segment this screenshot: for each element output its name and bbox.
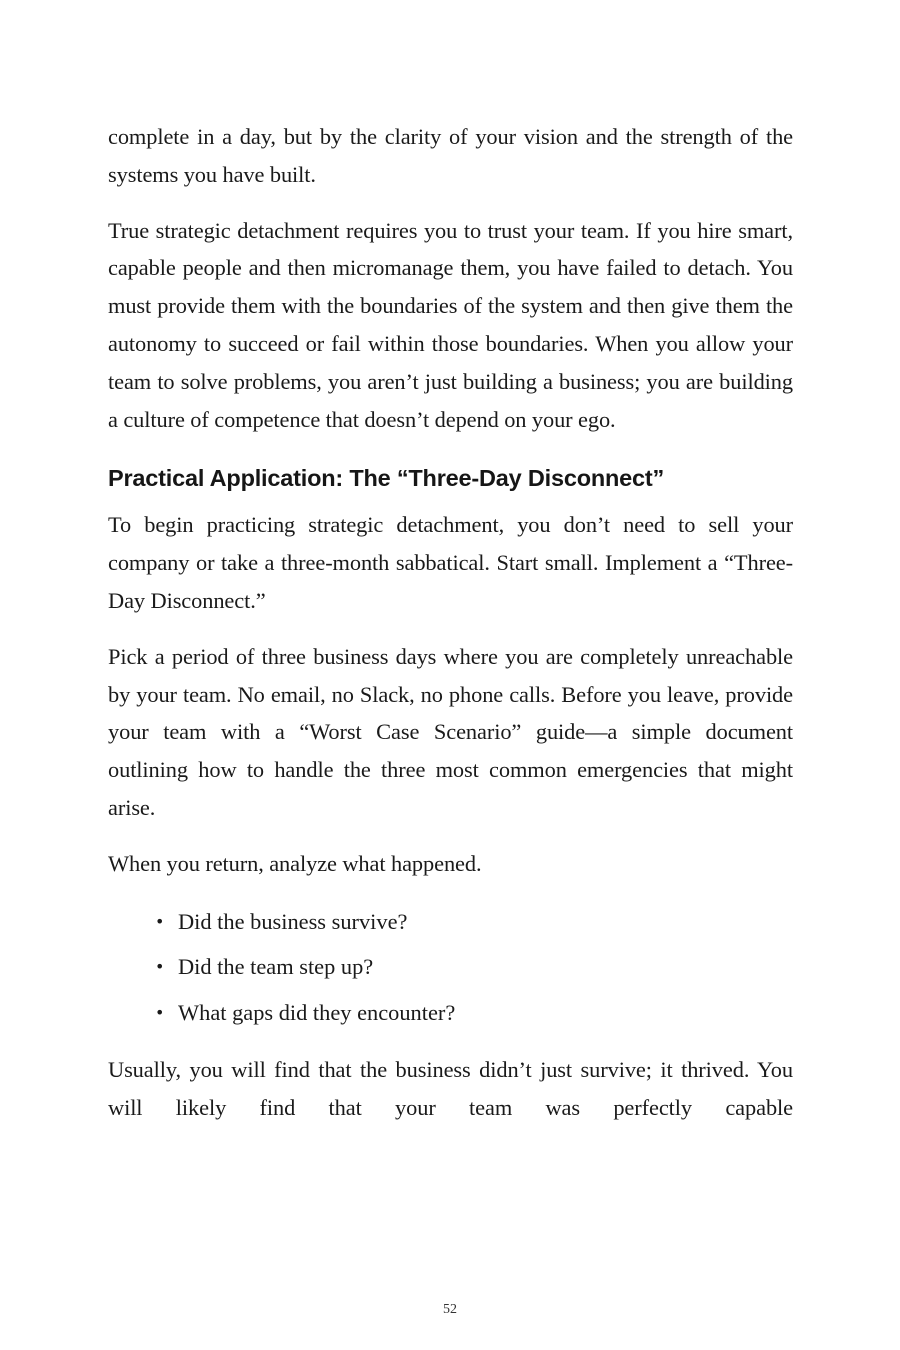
page-body [108,118,793,1145]
bullet-icon: • [155,911,165,931]
list-item-text: Did the team step up? [178,954,374,980]
list-item [155,899,793,945]
list-item-text: What gaps did they encounter? [178,999,456,1025]
page-number: 52 [443,1302,457,1317]
body-paragraph: When you return, analyze what happened. [108,850,482,876]
list-item-text: Did the business survive? [178,908,408,934]
list-item [155,944,793,990]
bullet-icon: • [155,957,165,977]
body-paragraph: To begin practicing strategic detachment, you don’t need to sell your company or take a three-month sabbatical. Start small. Implement a “Three-Day Disconnect.” [108,512,793,613]
bullet-list [108,899,793,1036]
bullet-icon: • [155,1002,165,1022]
body-paragraph: Pick a period of three business days where you are completely unreachable by your team. No email, no Slack, no phone calls. Before you leave, provide your team with a “Worst Case Scenario” guide—a simple document outlining how to handle the three most common emergencies that might arise. [108,643,793,820]
list-item [155,990,793,1036]
section-heading: Practical Application: The “Three-Day Disconnect” [108,465,665,492]
closing-paragraph: Usually, you will find that the business didn’t just survive; it thrived. You will likely find that your team was perfectly capable [108,1057,793,1120]
body-paragraph: complete in a day, but by the clarity of your vision and the strength of the systems you have built. [108,124,793,187]
body-paragraph: True strategic detachment requires you to trust your team. If you hire smart, capable people and then micromanage them, you have failed to detach. You must provide them with the boundaries of the system and then give them the autonomy to succeed or fail within those boundaries. When you allow your team to solve problems, you aren’t just building a business; you are building a culture of competence that doesn’t depend on your ego. [108,217,793,432]
